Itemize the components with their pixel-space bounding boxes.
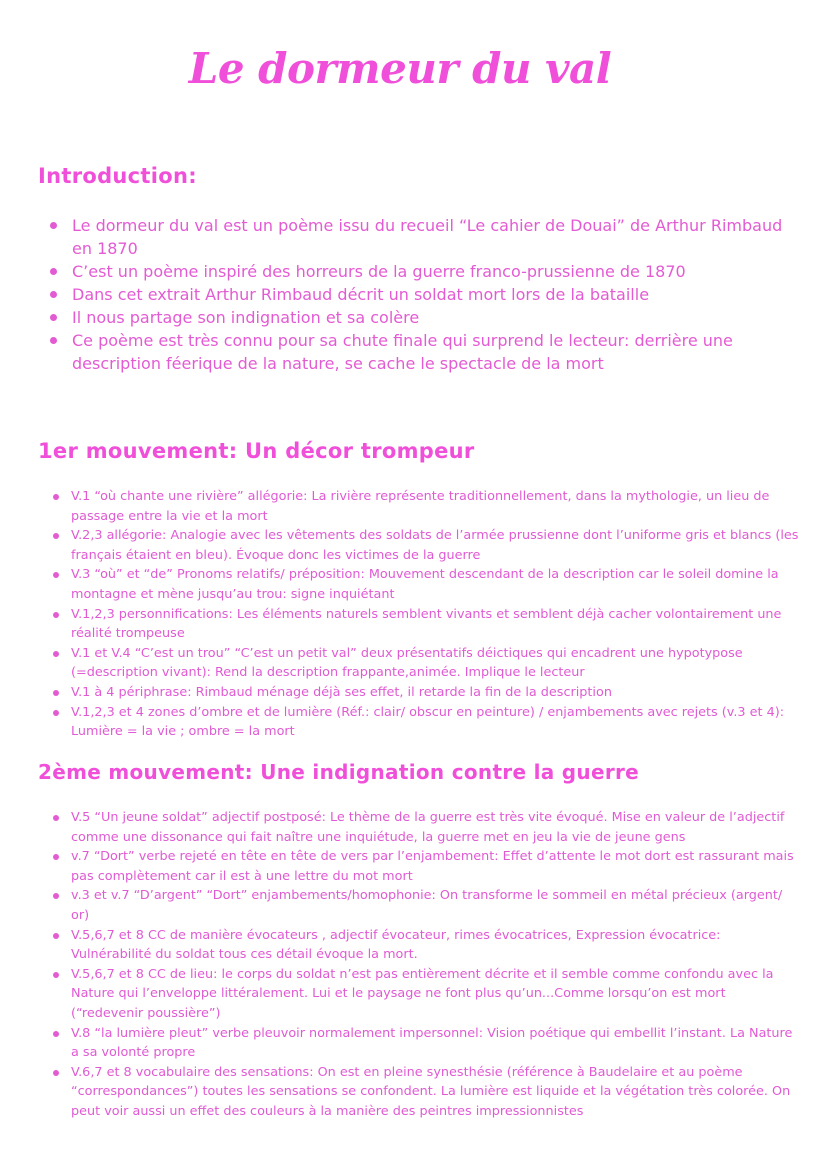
list-item: V.1,2,3 personnifications: Les éléments naturels semblent vivants et semblent déjà cacher volontairement une réalité trompeuse	[71, 605, 801, 644]
list-item: V.2,3 allégorie: Analogie avec les vêtements des soldats de l’armée prussienne dont l’uniforme gris et blancs (les français étaient en bleu). Évoque donc les victimes de la guerre	[71, 526, 801, 565]
list-item: V.8 “la lumière pleut” verbe pleuvoir normalement impersonnel: Vision poétique qui embellit l’instant. La Nature a sa volonté propre	[71, 1024, 801, 1063]
list-item: V.1,2,3 et 4 zones d’ombre et de lumière (Réf.: clair/ obscur en peinture) / enjambements avec rejets (v.3 et 4): Lumière = la vie ; ombre = la mort	[71, 703, 801, 742]
list-item: Dans cet extrait Arthur Rimbaud décrit un soldat mort lors de la bataille	[72, 283, 792, 306]
movement2-list	[71, 808, 801, 1122]
list-item: V.5,6,7 et 8 CC de manière évocateurs , adjectif évocateur, rimes évocatrices, Expression évocatrice: Vulnérabilité du soldat tous ces détail évoque la mort.	[71, 926, 801, 965]
list-item: V.1 et V.4 “C’est un trou” “C’est un petit val” deux présentatifs déictiques qui encadrent une hypotypose (=description vivant): Rend la description frappante,animée. Implique le lecteur	[71, 644, 801, 683]
list-item: v.3 et v.7 “D’argent” “Dort” enjambements/homophonie: On transforme le sommeil en métal précieux (argent/ or)	[71, 886, 801, 925]
list-item: V.5 “Un jeune soldat” adjectif postposé: Le thème de la guerre est très vite évoqué. Mise en valeur de l’adjectif comme une dissonance qui fait naître une inquiétude, la guerre met en jeu la vie de jeune gens	[71, 808, 801, 847]
list-item: v.7 “Dort” verbe rejeté en tête en tête de vers par l’enjambement: Effet d’attente le mot dort est rassurant mais pas complètement car il est à une lettre du mot mort	[71, 847, 801, 886]
movement2-heading: 2ème mouvement: Une indignation contre la guerre	[38, 760, 640, 784]
list-item: V.6,7 et 8 vocabulaire des sensations: On est en pleine synesthésie (référence à Baudelaire et au poème “correspondances”) toutes les sensations se confondent. La lumière est liquide et la végétation très colorée. On peut voir aussi un effet des couleurs à la manière des peintres impressionnistes	[71, 1063, 801, 1122]
movement1-list	[71, 487, 801, 742]
page-title: Le dormeur du val	[188, 44, 612, 93]
list-item: Le dormeur du val est un poème issu du recueil “Le cahier de Douai” de Arthur Rimbaud en 1870	[72, 214, 792, 260]
introduction-heading: Introduction:	[38, 164, 197, 188]
list-item: V.3 “où” et “de” Pronoms relatifs/ préposition: Mouvement descendant de la description car le soleil domine la montagne et mène jusqu’au trou: signe inquiétant	[71, 565, 801, 604]
list-item: V.1 à 4 périphrase: Rimbaud ménage déjà ses effet, il retarde la fin de la description	[71, 683, 801, 703]
list-item: Ce poème est très connu pour sa chute finale qui surprend le lecteur: derrière une description féerique de la nature, se cache le spectacle de la mort	[72, 329, 792, 375]
list-item: V.1 “où chante une rivière” allégorie: La rivière représente traditionnellement, dans la mythologie, un lieu de passage entre la vie et la mort	[71, 487, 801, 526]
list-item: C’est un poème inspiré des horreurs de la guerre franco-prussienne de 1870	[72, 260, 792, 283]
list-item: Il nous partage son indignation et sa colère	[72, 306, 792, 329]
list-item: V.5,6,7 et 8 CC de lieu: le corps du soldat n’est pas entièrement décrite et il semble comme confondu avec la Nature qui l’enveloppe littéralement. Lui et le paysage ne font plus qu’un...Comme lorsqu’on est mort (“redevenir poussière”)	[71, 965, 801, 1024]
introduction-list	[72, 214, 792, 375]
movement1-heading: 1er mouvement: Un décor trompeur	[38, 439, 475, 463]
